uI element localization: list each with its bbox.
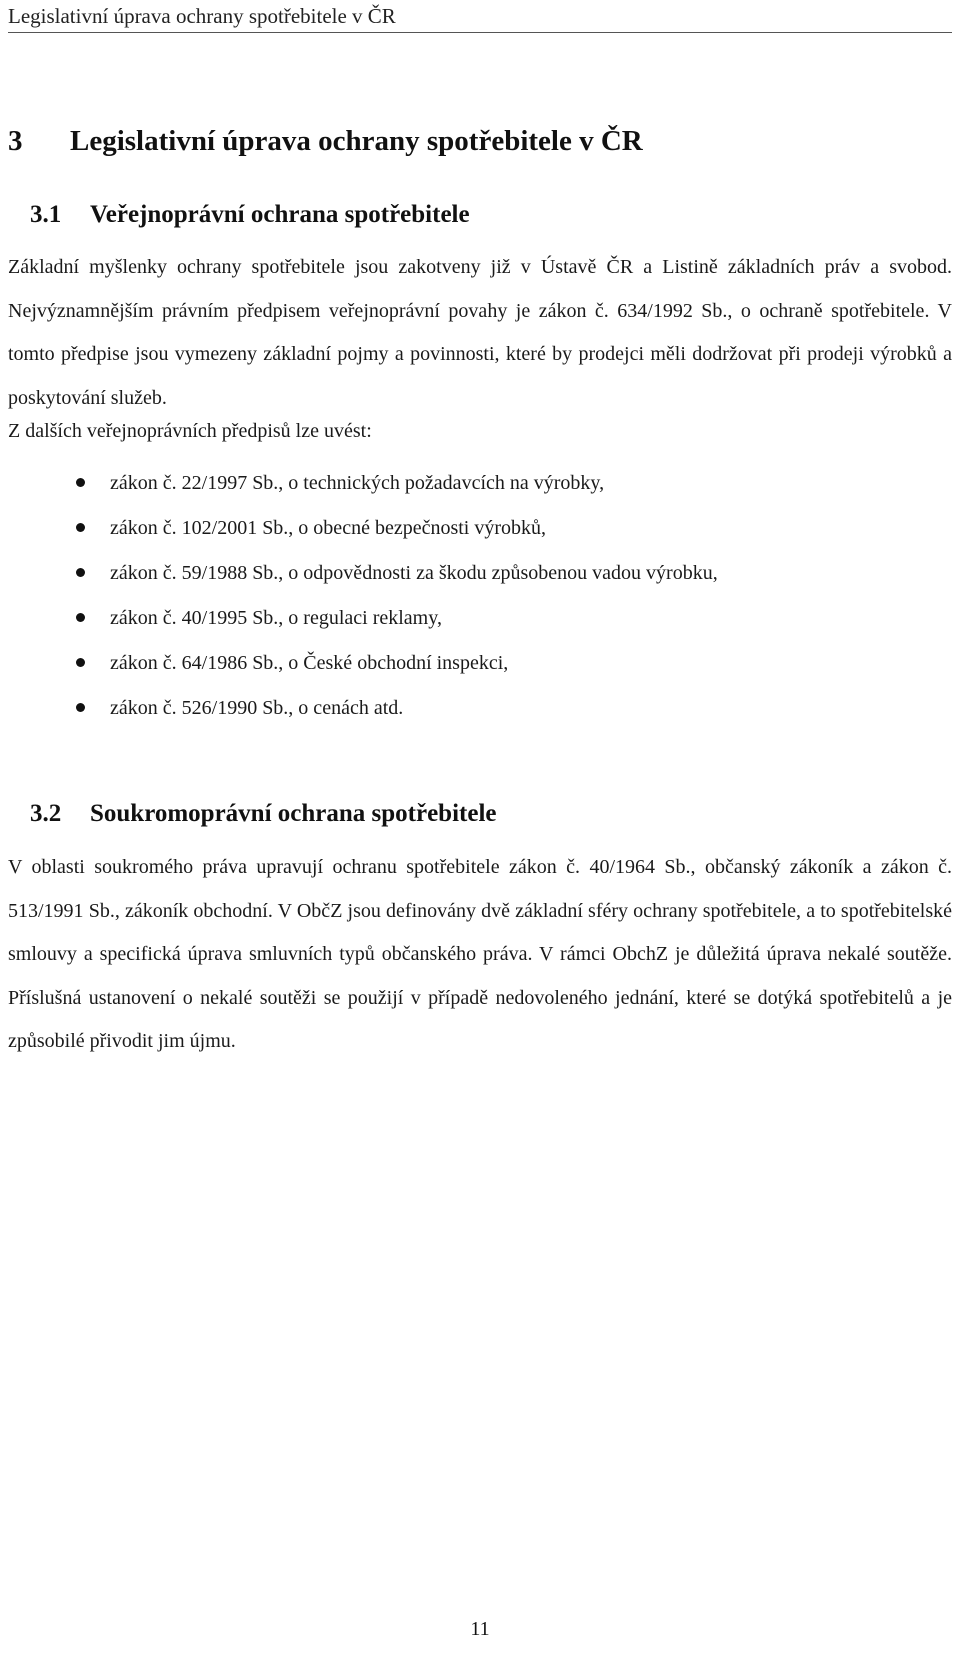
chapter-title: Legislativní úprava ochrany spotřebitele v ČR [70, 125, 643, 157]
bullet-icon [76, 703, 85, 712]
list-item: zákon č. 102/2001 Sb., o obecné bezpečnosti výrobků, [0, 513, 718, 558]
bullet-icon [76, 478, 85, 487]
section-2-paragraph: V oblasti soukromého práva upravují ochranu spotřebitele zákon č. 40/1964 Sb., občanský zákoník a zákon č. 513/1991 Sb., zákoník obchodní. V ObčZ jsou definovány dvě základní sféry ochrany spotřebitele, a to spotřebitelské smlouvy a specifická úprava smluvních typů občanského práva. V rámci ObchZ je důležitá úprava nekalé soutěže. Příslušná ustanovení o nekalé soutěži se použijí v případě nedovoleného jednání, které se dotýká spotřebitelů a je způsobilé přivodit jim újmu. [8, 856, 952, 1052]
section-heading-2 [30, 800, 950, 828]
section-title-1: Veřejnoprávní ochrana spotřebitele [90, 201, 470, 228]
list-intro: Z dalších veřejnoprávních předpisů lze uvést: [8, 420, 372, 442]
list-item: zákon č. 22/1997 Sb., o technických požadavcích na výrobky, [0, 468, 718, 513]
bullet-icon [76, 568, 85, 577]
section-number-1: 3.1 [30, 201, 62, 228]
section-number-2: 3.2 [30, 800, 62, 827]
running-header-title: Legislativní úprava ochrany spotřebitele v ČR [8, 4, 396, 28]
section-1-paragraph: Základní myšlenky ochrany spotřebitele jsou zakotveny již v Ústavě ČR a Listině základních práv a svobod. Nejvýznamnějším právním předpisem veřejnoprávní povahy je zákon č. 634/1992 Sb., o ochraně spotřebitele. V tomto předpise jsou vymezeny základní pojmy a povinnosti, které by prodejci měli dodržovat při prodeji výrobků a poskytování služeb. [8, 256, 952, 409]
list-item: zákon č. 40/1995 Sb., o regulaci reklamy, [0, 603, 718, 648]
bullet-icon [76, 523, 85, 532]
regulation-list [0, 468, 718, 738]
list-item: zákon č. 64/1986 Sb., o České obchodní inspekci, [0, 648, 718, 693]
list-item: zákon č. 526/1990 Sb., o cenách atd. [0, 693, 718, 738]
chapter-number: 3 [8, 125, 23, 157]
bullet-icon [76, 658, 85, 667]
running-header [8, 4, 952, 33]
bullet-icon [76, 613, 85, 622]
section-title-2: Soukromoprávní ochrana spotřebitele [90, 800, 497, 827]
section-heading-1 [30, 201, 950, 229]
list-item: zákon č. 59/1988 Sb., o odpovědnosti za škodu způsobenou vadou výrobku, [0, 558, 718, 603]
chapter-heading [8, 125, 948, 158]
page-number: 11 [470, 1618, 490, 1640]
